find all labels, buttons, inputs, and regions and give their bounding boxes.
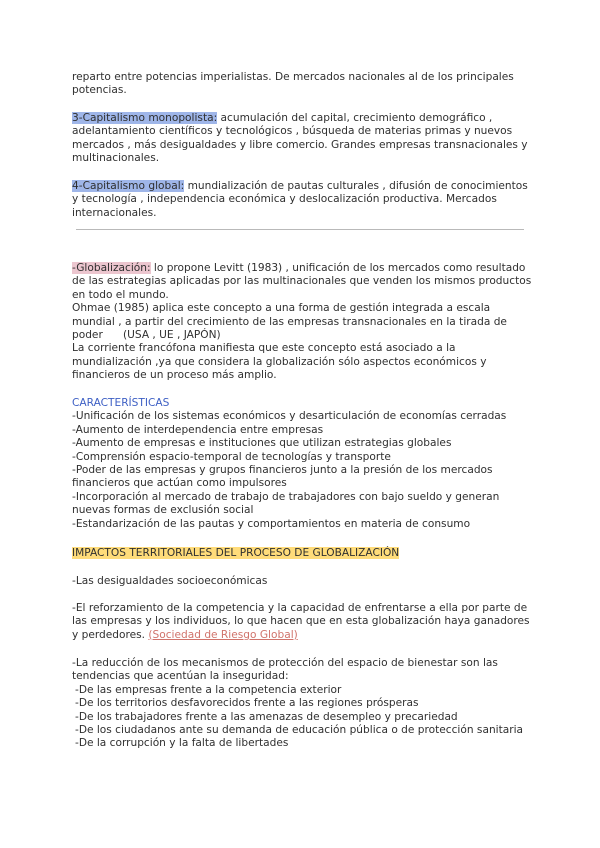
risk-society-link[interactable]: (Sociedad de Riesgo Global) — [148, 628, 298, 641]
impacts-heading: IMPACTOS TERRITORIALES DEL PROCESO DE GLOBALIZACIÓN — [72, 547, 400, 559]
globalization-text-2: Ohmae (1985) aplica este concepto a una forma de gestión integrada a escala mundial , a partir del crecimiento de las empresas transnacionales en la tirada de poder (USA , UE , JAPÓN) — [72, 302, 511, 342]
characteristic-item: -Incorporación al mercado de trabajo de trabajadores con bajo sueldo y generan nuevas formas de exclusión social — [72, 490, 500, 517]
characteristic-item: -Aumento de interdependencia entre empresas — [72, 423, 324, 436]
insecurity-item: -De la corrupción y la falta de libertades — [75, 737, 289, 750]
monopolist-paragraph — [72, 112, 532, 166]
impacts-heading-block — [72, 547, 532, 560]
insecurity-item: -De los ciudadanos ante su demanda de educación pública o de protección sanitaria — [75, 724, 524, 737]
impacts-text-2: -El reforzamiento de la competencia y la capacidad de enfrentarse a ella por parte de las empresas y los individuos, lo que hacen que en esta globalización haya ganadores y perdedores. — [72, 602, 530, 641]
characteristic-item: -Poder de las empresas y grupos financieros junto a la presión de los mercados financieros que actúan como impulsores — [72, 464, 493, 490]
insecurity-item: -De los trabajadores frente a las amenazas de desempleo y precariedad — [75, 710, 458, 723]
global-capitalism-paragraph — [72, 180, 532, 220]
insecurity-item: -De los territorios desfavorecidos frente a las regiones prósperas — [75, 697, 419, 710]
impacts-point-1 — [72, 575, 532, 588]
globalization-section — [72, 262, 532, 383]
impacts-text-3: -La reducción de los mecanismos de protección del espacio de bienestar son las tendencias que acentúan la inseguridad: — [72, 657, 498, 683]
globalization-text-1: lo propone Levitt (1983) , unificación de los mercados como resultado de las estrategias aplicadas por las multinacionales que venden los mismos productos en todo el mundo. — [72, 262, 532, 301]
section-divider — [76, 229, 524, 230]
insecurity-item: -De las empresas frente a la competencia exterior — [75, 683, 342, 696]
globalization-text-3: La corriente francófona manifiesta que este concepto está asociado a la mundialización ,ya que considera la globalización sólo aspectos económicos y financieros de un proceso más amplio. — [72, 342, 487, 382]
characteristics-heading: CARACTERÍSTICAS — [72, 397, 170, 409]
monopolist-label: 3-Capitalismo monopolista: — [72, 112, 218, 124]
global-capitalism-text: mundialización de pautas culturales , difusión de conocimientos y tecnología , independencia económica y deslocalización productiva. Mercados internacionales. — [72, 180, 528, 219]
global-capitalism-label: 4-Capitalismo global: — [72, 180, 185, 192]
characteristic-item: -Unificación de los sistemas económicos y desarticulación de economías cerradas — [72, 410, 507, 423]
characteristic-item: -Comprensión espacio-temporal de tecnologías y transporte — [72, 450, 391, 463]
characteristics-section — [72, 397, 532, 531]
impacts-point-3 — [72, 657, 532, 751]
intro-paragraph — [72, 71, 532, 98]
intro-text: reparto entre potencias imperialistas. De mercados nacionales al de los principales potencias. — [72, 71, 514, 97]
impacts-point-2 — [72, 602, 532, 642]
monopolist-text: acumulación del capital, crecimiento demográfico , adelantamiento científicos y tecnológicos , búsqueda de materias primas y nuevos mercados , más desigualdades y libre comercio. Grandes empresas transnacionales y multinacionales. — [72, 112, 528, 165]
characteristic-item: -Aumento de empresas e instituciones que utilizan estrategias globales — [72, 437, 452, 450]
globalization-label: -Globalización: — [72, 262, 151, 274]
impacts-text-1: -Las desigualdades socioeconómicas — [72, 575, 268, 587]
characteristic-item: -Estandarización de las pautas y comportamientos en materia de consumo — [72, 517, 471, 530]
